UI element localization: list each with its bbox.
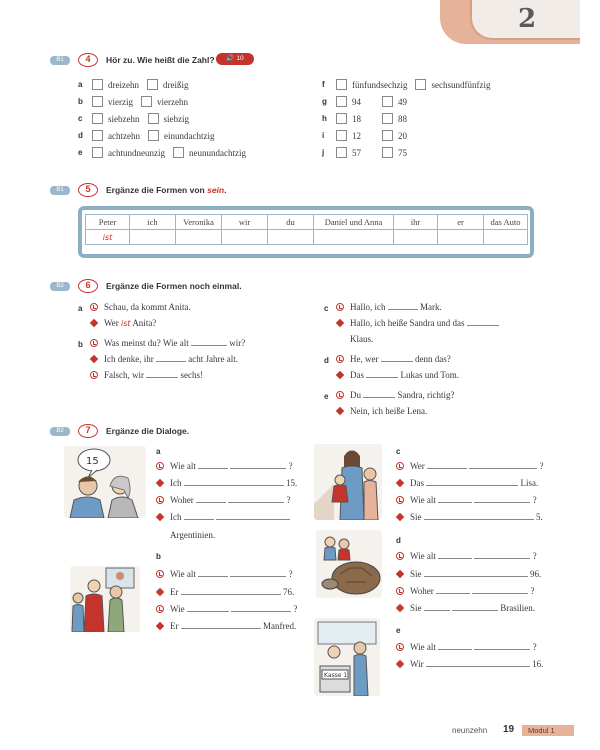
dialogue-line: Er 76. [156, 587, 294, 597]
speaker-icon: 🔊 [226, 55, 237, 62]
item-letter: b [156, 552, 161, 561]
fill-blank[interactable] [436, 586, 470, 594]
speaker-b-icon [156, 588, 164, 596]
dialogue-line: Ich 15. [156, 478, 297, 488]
fill-blank[interactable] [469, 461, 537, 469]
answer-cell[interactable] [130, 230, 176, 245]
dialogue-line: Wie ? [156, 604, 297, 614]
level-badge: B1 [50, 56, 70, 65]
choice-row: g 94 49 [322, 96, 407, 107]
conjugation-table [85, 214, 528, 245]
fill-blank[interactable] [231, 604, 291, 612]
checkbox[interactable] [336, 96, 347, 107]
speaker-a-icon [396, 552, 404, 560]
conjugation-table-frame [78, 206, 534, 258]
speaker-a-icon [396, 462, 404, 470]
fill-blank[interactable] [424, 569, 528, 577]
fill-blank[interactable] [187, 604, 229, 612]
choice-row: j 57 75 [322, 147, 407, 158]
speaker-b-icon [396, 513, 404, 521]
dialogue-line: Sie 96. [396, 569, 541, 579]
illustration-tortoise [316, 530, 382, 598]
fill-blank[interactable] [146, 370, 178, 378]
fill-blank[interactable] [156, 354, 186, 362]
fill-blank[interactable] [198, 569, 228, 577]
fill-blank[interactable] [198, 461, 228, 469]
choice-row: h 18 88 [322, 113, 407, 124]
level-badge: B1 [50, 186, 70, 195]
dialogue-line: Sie 5. [396, 512, 543, 522]
answer-cell[interactable] [394, 230, 438, 245]
dialogue-line: Wie alt ? [396, 495, 537, 505]
speaker-a-icon [336, 391, 344, 399]
checkbox[interactable] [336, 147, 347, 158]
checkbox[interactable] [92, 79, 103, 90]
choice-row: f fünfundsechzig sechsundfünfzig [322, 79, 491, 90]
fill-blank[interactable] [228, 495, 284, 503]
speaker-b-icon [156, 479, 164, 487]
fill-blank[interactable] [366, 370, 398, 378]
speaker-a-icon [156, 462, 164, 470]
dialogue-line: Ich denke, ihr acht Jahre alt. [90, 354, 238, 364]
dialogue-line: Wer ist Anita? [90, 318, 156, 328]
table-answer-row [86, 230, 528, 245]
answer-cell[interactable] [484, 230, 528, 245]
table-header-cell: er [438, 215, 484, 230]
illustration-cashier [314, 618, 380, 696]
choice-row: d achtzehn einundachtzig [78, 130, 215, 141]
checkbox[interactable] [92, 130, 103, 141]
item-letter: d [396, 536, 401, 545]
dialogue-line: Ich [156, 512, 290, 522]
fill-blank[interactable] [196, 495, 226, 503]
level-badge: B2 [50, 282, 70, 291]
speech-bubble-text: 15 [86, 456, 99, 467]
illustration-two-people [64, 446, 146, 518]
checkbox[interactable] [415, 79, 426, 90]
dialogue-line: Sie Brasilien. [396, 603, 535, 613]
speaker-b-icon [156, 513, 164, 521]
checkbox[interactable] [173, 147, 184, 158]
answer-cell[interactable] [176, 230, 222, 245]
speaker-b-icon [336, 319, 344, 327]
fill-blank[interactable] [388, 302, 418, 310]
checkbox[interactable] [382, 96, 393, 107]
speaker-b-icon [90, 355, 98, 363]
dialogue-line: Nein, ich heiße Lena. [336, 406, 427, 416]
exercise-title: Ergänze die Dialoge. [106, 426, 190, 436]
dialogue-line: Wie alt ? [396, 642, 537, 652]
speaker-b-icon [396, 660, 404, 668]
dialogue-line: Hallo, ich heiße Sandra und das [336, 318, 499, 328]
checkbox[interactable] [148, 113, 159, 124]
checkbox[interactable] [336, 113, 347, 124]
level-badge: B2 [50, 427, 70, 436]
item-letter: a [78, 304, 83, 313]
answer-cell[interactable]: ist [86, 230, 130, 245]
checkbox[interactable] [336, 79, 347, 90]
table-header-cell: wir [222, 215, 268, 230]
exercise-number: 6 [78, 279, 98, 293]
fill-blank[interactable] [184, 478, 284, 486]
fill-blank[interactable] [438, 551, 472, 559]
page-number-word: neunzehn [452, 726, 488, 735]
dialogue-line-cont: Argentinien. [170, 530, 216, 540]
checkbox[interactable] [382, 147, 393, 158]
item-letter: a [156, 447, 161, 456]
choice-row: c siebzehn siebzig [78, 113, 189, 124]
fill-blank[interactable] [426, 659, 530, 667]
dialogue-line: Woher ? [396, 586, 535, 596]
item-letter: e [324, 392, 329, 401]
fill-blank[interactable] [472, 586, 528, 594]
table-header-cell: ich [130, 215, 176, 230]
speaker-a-icon [90, 371, 98, 379]
fill-blank[interactable] [467, 318, 499, 326]
fill-blank[interactable] [230, 569, 286, 577]
table-header-cell: ihr [394, 215, 438, 230]
fill-blank[interactable] [191, 338, 227, 346]
answer-cell[interactable] [438, 230, 484, 245]
speaker-a-icon [396, 643, 404, 651]
speaker-a-icon [90, 303, 98, 311]
dialogue-line: Das Lisa. [396, 478, 538, 488]
fill-blank[interactable] [363, 390, 395, 398]
dialogue-line: Wie alt ? [156, 569, 293, 579]
dialogue-line: Hallo, ich Mark. [336, 302, 442, 312]
item-letter: c [324, 304, 329, 313]
fill-blank[interactable] [452, 603, 498, 611]
dialogue-line: Wir 16. [396, 659, 543, 669]
fill-blank[interactable] [216, 512, 290, 520]
speaker-b-icon [396, 570, 404, 578]
fill-blank[interactable] [424, 603, 450, 611]
answer-cell[interactable] [268, 230, 314, 245]
checkbox[interactable] [92, 96, 103, 107]
fill-blank[interactable] [424, 512, 534, 520]
fill-blank[interactable] [230, 461, 286, 469]
fill-blank[interactable] [427, 461, 467, 469]
checkbox[interactable] [382, 130, 393, 141]
kasse-label: Kasse 1 [324, 672, 348, 679]
answer-cell[interactable] [222, 230, 268, 245]
item-letter: c [396, 447, 401, 456]
dialogue-line: Wie alt ? [156, 461, 293, 471]
fill-blank[interactable] [184, 512, 214, 520]
dialogue-line: Woher ? [156, 495, 291, 505]
fill-blank[interactable] [181, 621, 261, 629]
choice-row: a dreizehn dreißig [78, 79, 189, 90]
dialogue-line: Falsch, wir sechs! [90, 370, 203, 380]
page-number: 19 [503, 724, 515, 735]
item-letter: d [324, 356, 329, 365]
checkbox[interactable] [92, 113, 103, 124]
fill-blank[interactable] [474, 551, 530, 559]
checkbox[interactable] [147, 79, 158, 90]
choice-row: b vierzig vierzehn [78, 96, 188, 107]
dialogue-line: He, wer denn das? [336, 354, 451, 364]
speaker-a-icon [90, 339, 98, 347]
checkbox[interactable] [382, 113, 393, 124]
exercise-title: Ergänze die Formen noch einmal. [106, 281, 242, 291]
table-header-cell: Veronika [176, 215, 222, 230]
dialogue-line: Wie alt ? [396, 551, 537, 561]
exercise-number: 5 [78, 183, 98, 197]
answer-cell[interactable] [314, 230, 394, 245]
exercise-title: Ergänze die Formen von sein. [106, 185, 227, 195]
speaker-b-icon [156, 622, 164, 630]
chapter-tab [440, 0, 580, 44]
speaker-b-icon [396, 479, 404, 487]
item-letter: b [78, 340, 83, 349]
illustration-mother-child [314, 444, 382, 520]
illustration-grandfather [70, 566, 140, 632]
speaker-a-icon [336, 355, 344, 363]
checkbox[interactable] [148, 130, 159, 141]
fill-blank[interactable] [474, 642, 530, 650]
speaker-a-icon [156, 605, 164, 613]
choice-row: i 12 20 [322, 130, 407, 141]
speaker-a-icon [336, 303, 344, 311]
choice-row: e achtundneunzig neunundachtzig [78, 147, 246, 158]
table-header-row [86, 215, 528, 230]
speaker-b-icon [336, 407, 344, 415]
speaker-a-icon [396, 587, 404, 595]
dialogue-line: Schau, da kommt Anita. [90, 302, 191, 312]
item-letter: e [396, 626, 401, 635]
exercise-title: Hör zu. Wie heißt die Zahl? [106, 55, 215, 65]
audio-track-badge[interactable]: 🔊 10 [216, 53, 254, 65]
dialogue-line: Das Lukas und Tom. [336, 370, 459, 380]
table-header-cell: das Auto [484, 215, 528, 230]
speaker-a-icon [156, 496, 164, 504]
checkbox[interactable] [336, 130, 347, 141]
dialogue-line: Du Sandra, richtig? [336, 390, 454, 400]
speaker-b-icon [90, 319, 98, 327]
speaker-b-icon [396, 604, 404, 612]
dialogue-line: Wer ? [396, 461, 544, 471]
speaker-a-icon [396, 496, 404, 504]
dialogue-line: Er Manfred. [156, 621, 296, 631]
exercise-number: 4 [78, 53, 98, 67]
answer-example: ist [121, 319, 131, 328]
fill-blank[interactable] [474, 495, 530, 503]
exercise-number: 7 [78, 424, 98, 438]
dialogue-line: Was meinst du? Wie alt wir? [90, 338, 245, 348]
fill-blank[interactable] [181, 587, 281, 595]
speaker-b-icon [336, 371, 344, 379]
checkbox[interactable] [92, 147, 103, 158]
dialogue-line-cont: Klaus. [350, 334, 374, 344]
fill-blank[interactable] [381, 354, 413, 362]
fill-blank[interactable] [426, 478, 518, 486]
table-header-cell: du [268, 215, 314, 230]
fill-blank[interactable] [438, 642, 472, 650]
module-label: Modul 1 [522, 725, 574, 736]
chapter-number: 2 [517, 4, 537, 34]
checkbox[interactable] [141, 96, 152, 107]
speaker-a-icon [156, 570, 164, 578]
table-header-cell: Daniel und Anna [314, 215, 394, 230]
fill-blank[interactable] [438, 495, 472, 503]
table-header-cell: Peter [86, 215, 130, 230]
